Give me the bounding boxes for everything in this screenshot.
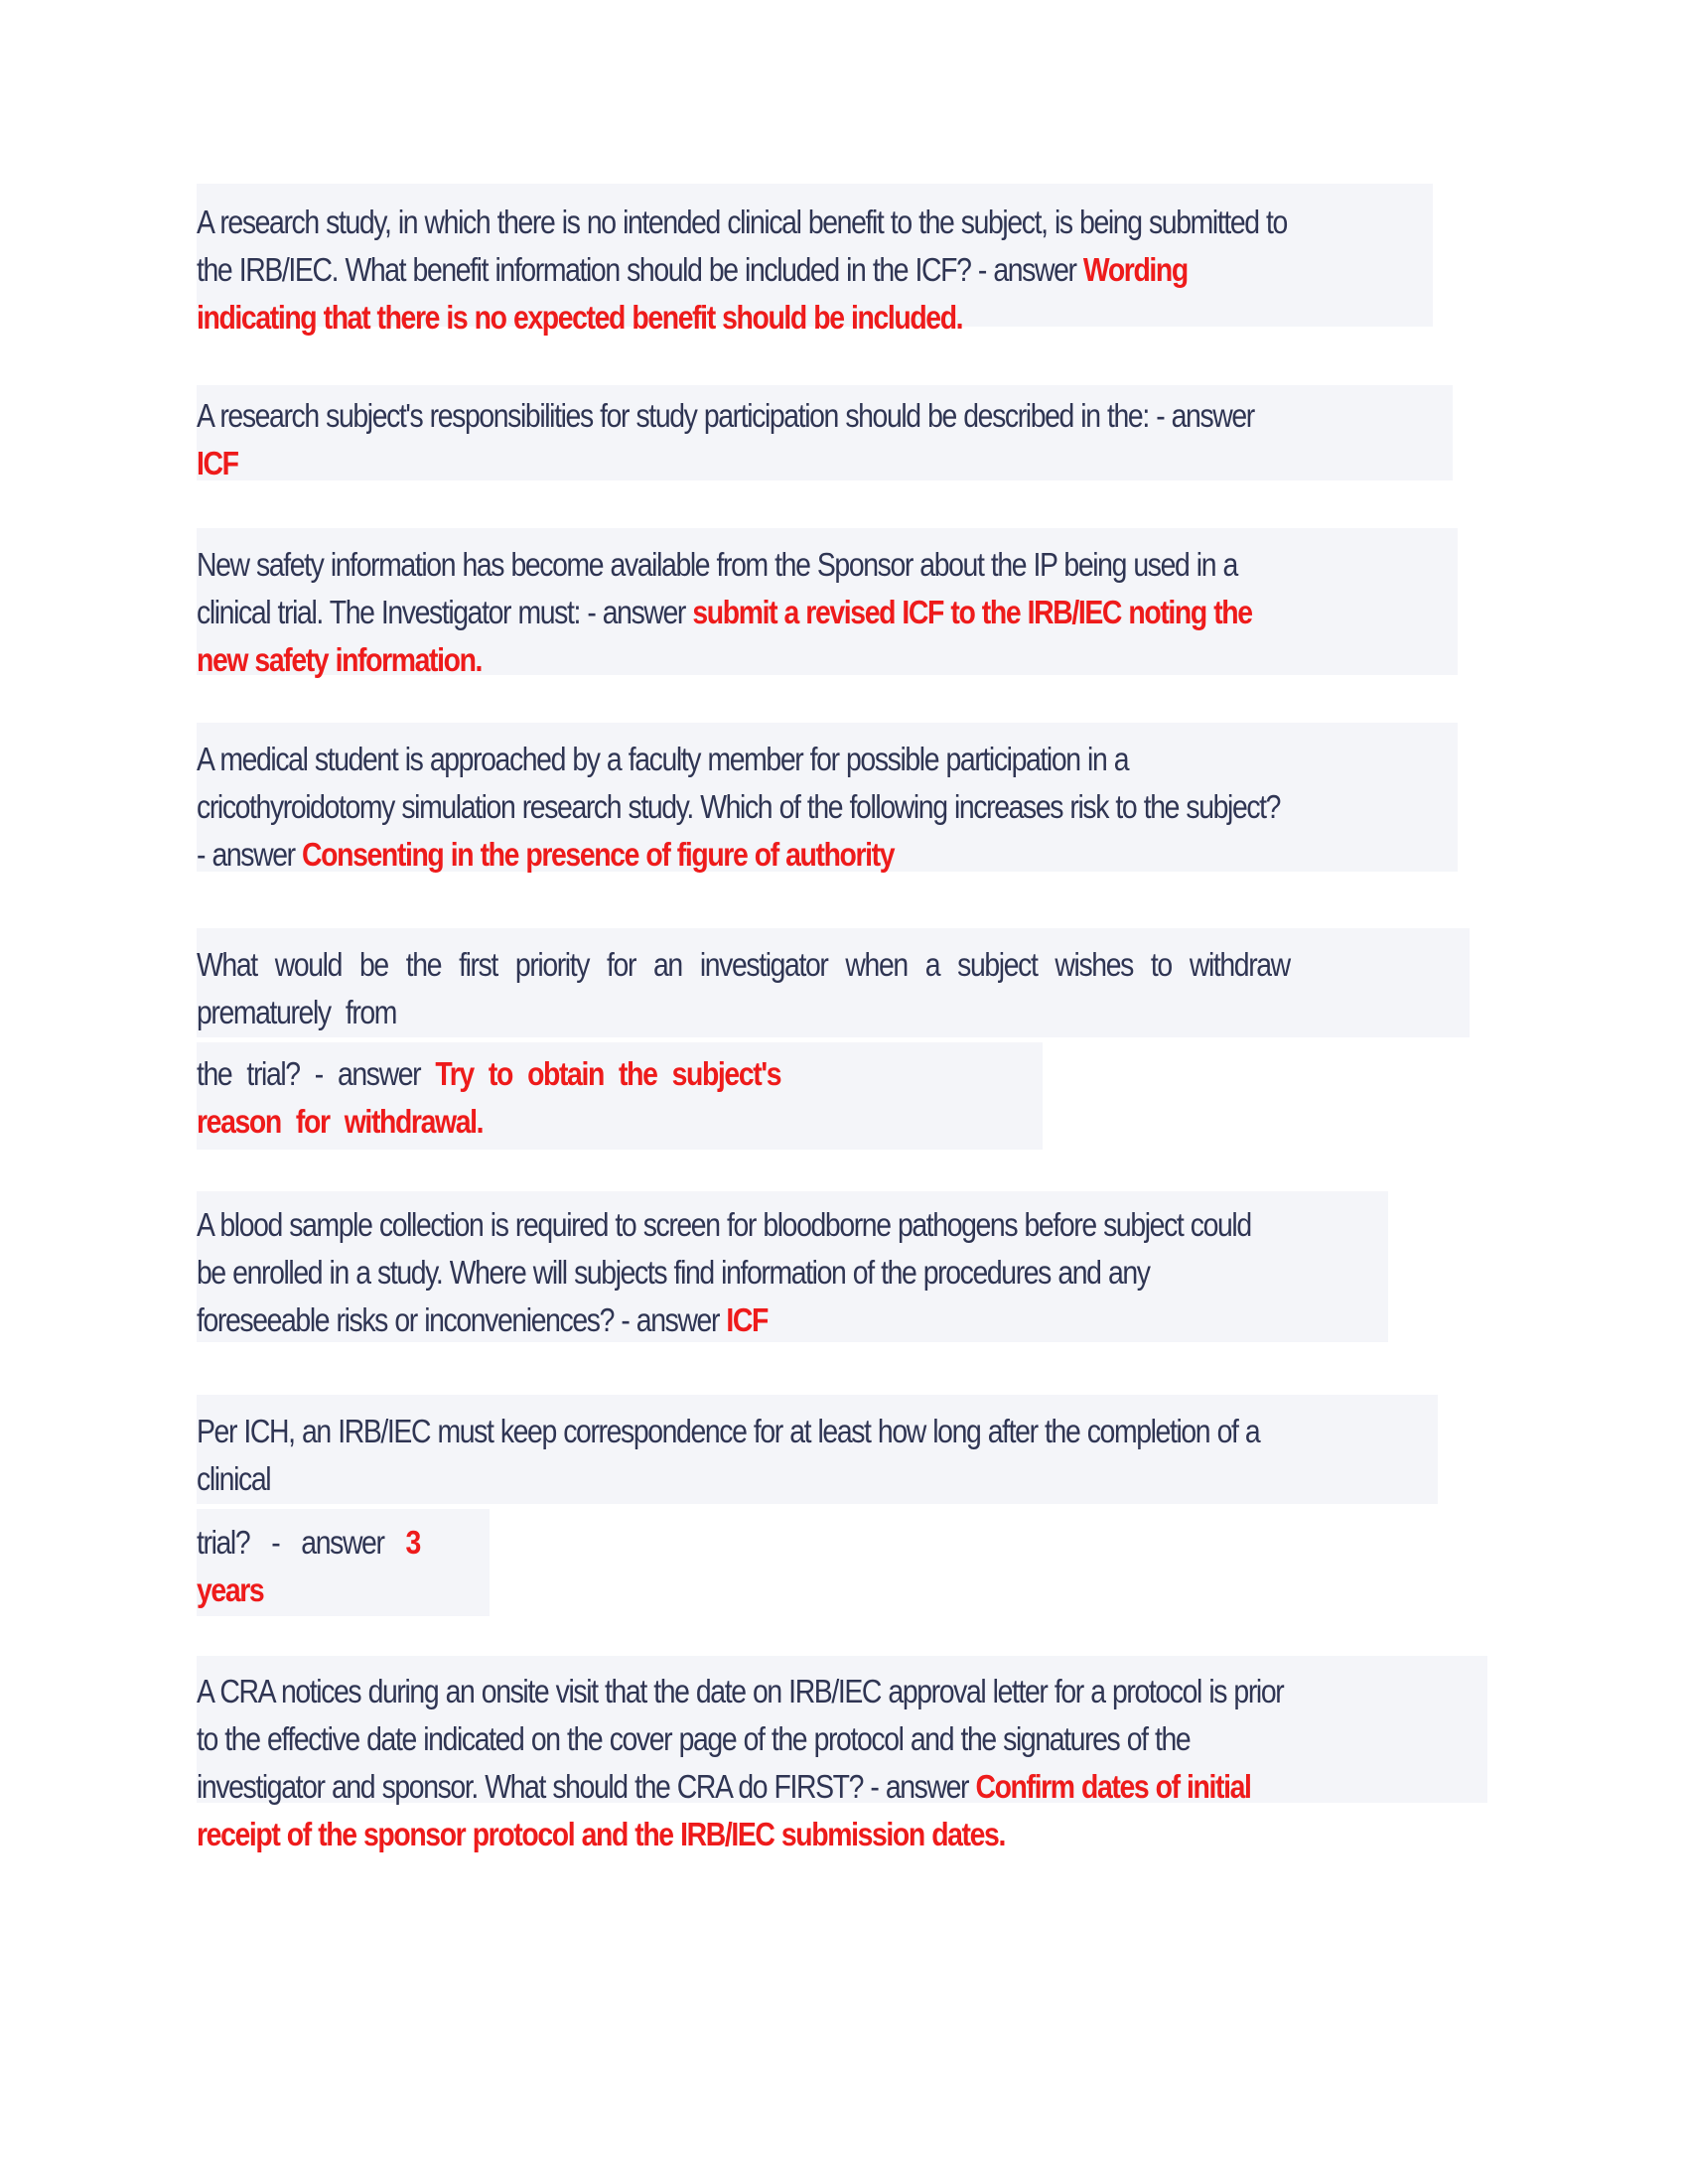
qa-item-8 (197, 1668, 1298, 1858)
answer-6: ICF (726, 1301, 769, 1338)
qa-item-2 (197, 392, 1298, 487)
question-5-part2: the trial? - answer (197, 1055, 421, 1092)
answer-4: Consenting in the presence of figure of authority (302, 836, 895, 873)
question-1: A research study, in which there is no intended clinical benefit to the subject, is being submitted to the IRB/IEC. What benefit information should be included in the ICF? - answer (197, 204, 1287, 288)
question-6: A blood sample collection is required to screen for bloodborne pathogens before subject could be enrolled in a study. Where will subjects find information of the procedures and any foreseeable risks or inconveniences? - answer (197, 1206, 1251, 1338)
answer-2: ICF (197, 445, 238, 481)
question-7-part1: Per ICH, an IRB/IEC must keep correspondence for at least how long after the completion of a clinical (197, 1413, 1260, 1497)
qa-item-3 (197, 541, 1298, 684)
answer-7: 3 years (197, 1524, 420, 1608)
qa-item-4 (197, 736, 1281, 879)
answer-1: Wording indicating that there is no expected benefit should be included. (197, 251, 1188, 336)
qa-item-6 (197, 1201, 1281, 1344)
qa-item-1 (197, 199, 1298, 341)
qa-item-7-answer (197, 1519, 449, 1614)
answer-8: Confirm dates of initial receipt of the sponsor protocol and the IRB/IEC submission dates. (197, 1768, 1251, 1852)
qa-item-7-question (197, 1408, 1273, 1503)
qa-item-5-question (197, 941, 1290, 1036)
question-8: A CRA notices during an onsite visit that the date on IRB/IEC approval letter for a protocol is prior to the effective date indicated on the cover page of the protocol and the signatures of the investigator and sponsor. What should the CRA do FIRST? - answer (197, 1673, 1284, 1805)
question-4: A medical student is approached by a faculty member for possible participation in a cricothyroidotomy simulation research study. Which of the following increases risk to the subject? - answer (197, 741, 1281, 873)
qa-item-5-answer (197, 1050, 811, 1146)
answer-5: Try to obtain the subject's reason for withdrawal. (197, 1055, 781, 1140)
question-5-part1: What would be the first priority for an investigator when a subject wishes to withdraw prematurely from (197, 946, 1290, 1030)
answer-3: submit a revised ICF to the IRB/IEC noting the new safety information. (197, 594, 1252, 678)
question-2: A research subject's responsibilities for study participation should be described in the: - answer (197, 397, 1254, 434)
question-7-part2: trial? - answer (197, 1524, 384, 1561)
question-3: New safety information has become available from the Sponsor about the IP being used in a clinical trial. The Investigator must: - answer (197, 546, 1237, 630)
